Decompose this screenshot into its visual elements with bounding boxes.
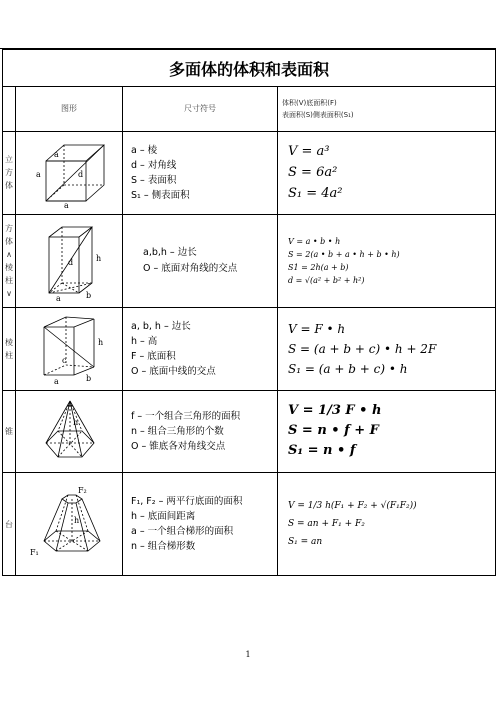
header-formula-line2: 表面积(S)侧表面积(S₁)	[282, 110, 354, 119]
svg-text:a: a	[64, 200, 69, 209]
category-frustum: 台	[3, 473, 16, 576]
formulas-pyramid: V = 1/3 F • h S = n • f + F S₁ = n • f	[278, 390, 496, 473]
figure-frustum	[16, 473, 123, 576]
symbols-prism: a, b, h – 边长 h – 高 F – 底面积 O – 底面中线的交点	[123, 307, 278, 390]
cube-diagram	[24, 137, 114, 209]
category-cube: 立 方 体	[3, 131, 16, 215]
formulas-cube: V = a³ S = 6a² S₁ = 4a²	[278, 131, 496, 215]
svg-text:b: b	[86, 373, 92, 383]
svg-text:h: h	[98, 337, 104, 347]
formulas-cuboid: V = a • b • h S = 2(a • b + a • h + b • h) S1 = 2h(a + b) d = √(a² + b² + h²)	[278, 215, 496, 308]
header-symbols: 尺寸符号	[123, 87, 278, 131]
category-pyramid: 锥	[3, 390, 16, 473]
svg-text:a: a	[56, 294, 61, 302]
figure-cube	[16, 131, 123, 215]
svg-text:a: a	[36, 169, 41, 179]
symbols-pyramid: f – 一个组合三角形的面积 n – 组合三角形的个数 O – 锥底各对角线交点	[123, 390, 278, 473]
pyramid-diagram	[24, 395, 114, 467]
svg-text:h: h	[73, 418, 79, 428]
volume-area-table	[2, 49, 496, 576]
svg-text:d: d	[78, 169, 84, 179]
svg-text:a: a	[54, 376, 59, 385]
symbols-frustum: F₁, F₂ – 两平行底面的面积 h – 底面间距离 a – 一个组合梯形的面积 n – 组合梯形数	[123, 473, 278, 576]
symbols-cuboid: a,b,h – 边长 O – 底面对角线的交点	[123, 215, 278, 308]
svg-text:h: h	[74, 516, 80, 526]
header-formula-line1: 体积(V)底面积(F)	[282, 98, 337, 107]
figure-prism	[16, 307, 123, 390]
svg-text:F₂: F₂	[78, 486, 87, 496]
svg-text:h: h	[96, 254, 102, 264]
figure-cuboid	[16, 215, 123, 308]
svg-text:F₁: F₁	[30, 548, 39, 558]
figure-pyramid	[16, 390, 123, 473]
category-cuboid: 方 体 ∧ 棱 柱 ∨	[3, 215, 16, 308]
header-figure: 图形	[16, 87, 123, 131]
svg-text:b: b	[86, 291, 92, 301]
page-number: 1	[245, 650, 251, 659]
prism-diagram	[24, 313, 114, 385]
svg-text:d: d	[68, 258, 74, 268]
svg-text:a: a	[54, 149, 59, 159]
formulas-prism: V = F • h S = (a + b + c) • h + 2F S₁ = (a + b + c) • h	[278, 307, 496, 390]
header-formula	[278, 87, 496, 131]
frustum-diagram	[24, 485, 114, 563]
category-prism: 棱 柱	[3, 307, 16, 390]
cuboid-diagram	[24, 221, 114, 301]
formulas-frustum: V = 1/3 h(F₁ + F₂ + √(F₁F₂)) S = an + F₁ + F₂ S₁ = an	[278, 473, 496, 576]
symbols-cube: a – 棱 d – 对角线 S – 表面积 S₁ – 侧表面积	[123, 131, 278, 215]
header-blank	[3, 87, 16, 131]
svg-text:c: c	[62, 355, 67, 365]
page-title: 多面体的体积和表面积	[3, 50, 496, 87]
